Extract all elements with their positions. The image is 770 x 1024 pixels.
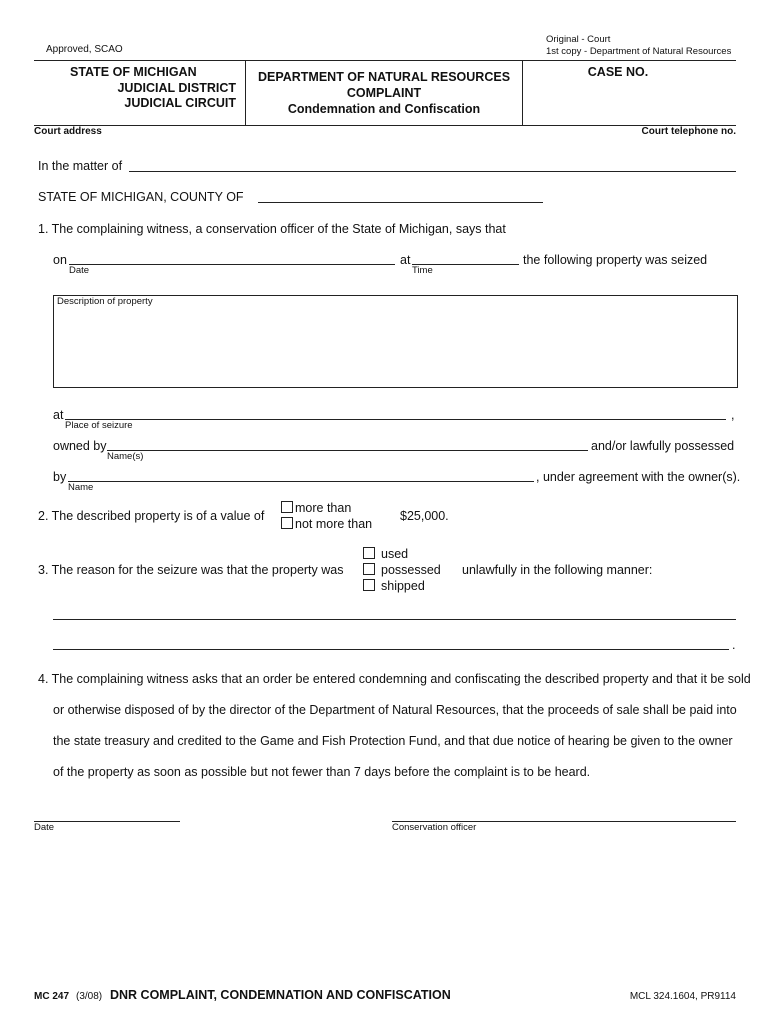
value-amount: $25,000. — [400, 509, 449, 523]
state-county-label: STATE OF MICHIGAN, COUNTY OF — [38, 190, 244, 204]
not-more-than-label: not more than — [295, 517, 373, 531]
description-label: Description of property — [57, 296, 153, 307]
copy-first: 1st copy - Department of Natural Resources — [546, 46, 732, 57]
county-field[interactable] — [258, 202, 543, 203]
used-checkbox[interactable] — [363, 547, 375, 559]
state-of-michigan: STATE OF MICHIGAN — [70, 65, 197, 79]
judicial-district: JUDICIAL DISTRICT — [117, 81, 236, 95]
place-field[interactable] — [65, 419, 726, 420]
manner-field-1[interactable] — [53, 619, 736, 620]
doc-type: COMPLAINT — [346, 86, 422, 100]
item4-line2: or otherwise disposed of by the director of the Department of Natural Resources, that the proceeds of sale shall be paid into — [53, 703, 737, 717]
case-no-label: CASE NO. — [587, 65, 649, 79]
signature-date-label: Date — [34, 822, 55, 833]
copy-original: Original - Court — [546, 34, 611, 45]
item4-line3: the state treasury and credited to the Game and Fish Protection Fund, and that due notice of hearing be given to the owner — [53, 734, 733, 748]
court-address-label: Court address — [34, 126, 102, 137]
in-matter-label: In the matter of — [38, 159, 123, 173]
on-label: on — [53, 253, 67, 267]
description-box[interactable] — [53, 295, 738, 388]
more-than-checkbox[interactable] — [281, 501, 293, 513]
item3-text: 3. The reason for the seizure was that the property was — [38, 563, 344, 577]
more-than-label: more than — [295, 501, 352, 515]
item1-text: 1. The complaining witness, a conservation officer of the State of Michigan, says that — [38, 222, 506, 236]
manner-field-2[interactable] — [53, 649, 729, 650]
doc-subtitle: Condemnation and Confiscation — [287, 102, 481, 116]
item4-line4: of the property as soon as possible but not fewer than 7 days before the complaint is to be heard. — [53, 765, 591, 779]
possessed-option-label: possessed — [381, 563, 441, 577]
approved-label: Approved, SCAO — [46, 44, 123, 55]
by-label: by — [53, 470, 67, 484]
form-revision: (3/08) — [76, 991, 103, 1002]
item4-line1: 4. The complaining witness asks that an order be entered condemning and confiscating the described property and that it be sold — [38, 672, 751, 686]
footer-title: DNR COMPLAINT, CONDEMNATION AND CONFISCATION — [110, 988, 451, 1002]
owned-by-label: owned by — [53, 439, 107, 453]
dept-title: DEPARTMENT OF NATURAL RESOURCES — [257, 70, 511, 84]
seized-label: the following property was seized — [523, 253, 708, 267]
time-caption: Time — [412, 265, 433, 276]
date-caption: Date — [69, 265, 90, 276]
names-caption: Name(s) — [107, 451, 144, 462]
signature-date-field[interactable] — [34, 821, 180, 822]
judicial-circuit: JUDICIAL CIRCUIT — [124, 96, 236, 110]
name-caption: Name — [68, 482, 94, 493]
in-matter-field[interactable] — [129, 171, 736, 172]
possessed-label: and/or lawfully possessed — [591, 439, 735, 453]
shipped-label: shipped — [381, 579, 425, 593]
owner-names-field[interactable] — [107, 450, 588, 451]
possessed-checkbox[interactable] — [363, 563, 375, 575]
agreement-label: , under agreement with the owner(s). — [536, 470, 741, 484]
officer-label: Conservation officer — [392, 822, 477, 833]
footer-mcl: MCL 324.1604, PR9114 — [629, 991, 736, 1002]
header-top-rule — [34, 60, 736, 61]
item2-text: 2. The described property is of a value of — [38, 509, 265, 523]
place-caption: Place of seizure — [65, 420, 133, 431]
form-number: MC 247 — [34, 991, 70, 1002]
at-label: at — [400, 253, 411, 267]
at-place-label: at — [53, 408, 64, 422]
manner-period: . — [732, 638, 736, 652]
not-more-than-checkbox[interactable] — [281, 517, 293, 529]
used-label: used — [381, 547, 409, 561]
by-name-field[interactable] — [68, 481, 534, 482]
court-phone-label: Court telephone no. — [641, 126, 736, 137]
shipped-checkbox[interactable] — [363, 579, 375, 591]
date-field[interactable] — [69, 264, 395, 265]
manner-label: unlawfully in the following manner: — [462, 563, 653, 577]
place-comma: , — [731, 408, 735, 422]
